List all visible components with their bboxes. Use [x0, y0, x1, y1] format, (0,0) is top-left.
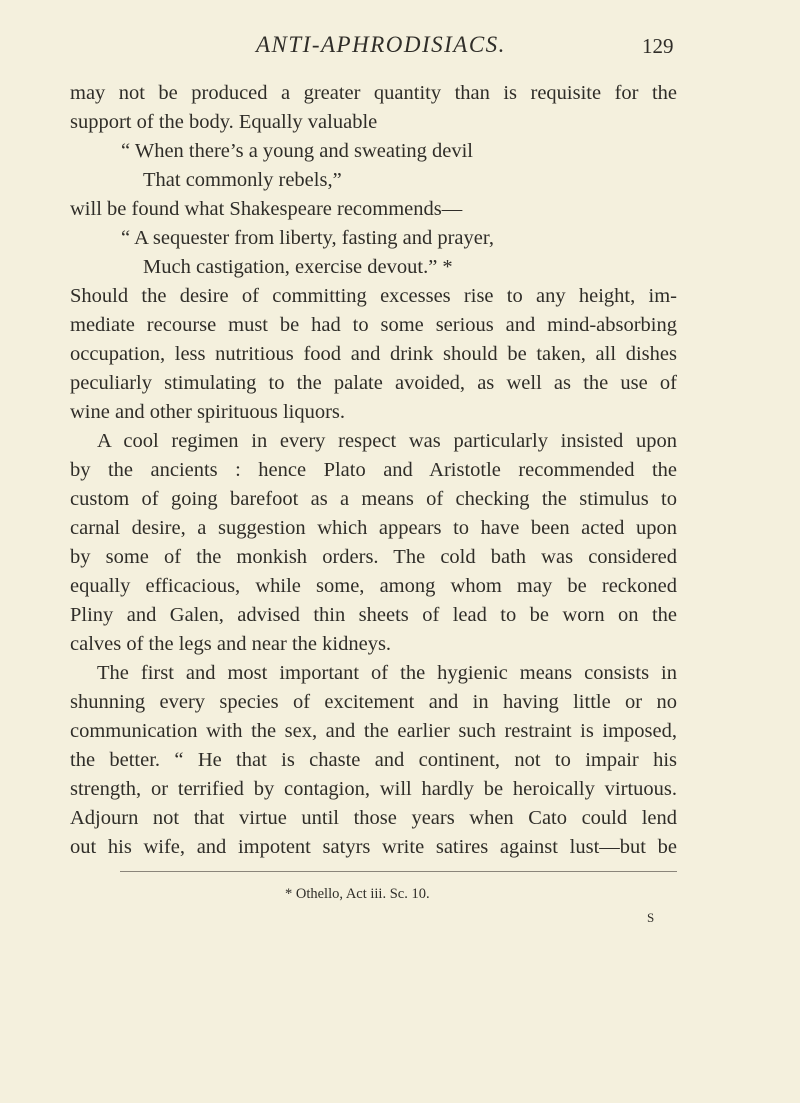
- page-number: 129: [642, 34, 674, 58]
- text-line: equally efficacious, while some, among whom may be reckoned: [70, 575, 677, 597]
- text-line: strength, or terrified by contagion, will hardly be heroically virtuous.: [70, 778, 677, 800]
- running-head-title: ANTI-APHRODISIACS.: [256, 32, 506, 57]
- text-line: wine and other spirituous liquors.: [70, 401, 346, 423]
- text-line: peculiarly stimulating to the palate avoided, as well as the use of: [70, 372, 677, 394]
- verse-line: That commonly rebels,”: [143, 169, 342, 191]
- text-line: mediate recourse must be had to some serious and mind-absorbing: [70, 314, 677, 336]
- signature-mark: S: [647, 910, 655, 925]
- text-line: out his wife, and impotent satyrs write satires against lust—but be: [70, 836, 677, 858]
- text-line: occupation, less nutritious food and drink should be taken, all dishes: [70, 343, 677, 365]
- text-line: carnal desire, a suggestion which appears to have been acted upon: [70, 517, 677, 539]
- text-line: calves of the legs and near the kidneys.: [70, 633, 392, 655]
- verse-line: “ When there’s a young and sweating devil: [121, 140, 474, 162]
- text-line: Adjourn not that virtue until those years when Cato could lend: [70, 807, 677, 829]
- text-line: may not be produced a greater quantity than is requisite for the: [70, 82, 677, 104]
- text-line: will be found what Shakespeare recommends—: [70, 198, 463, 220]
- text-line: by some of the monkish orders. The cold bath was considered: [70, 546, 677, 568]
- text-line: Should the desire of committing excesses rise to any height, im-: [70, 285, 677, 307]
- text-line: by the ancients : hence Plato and Aristotle recommended the: [70, 459, 677, 481]
- text-line: Pliny and Galen, advised thin sheets of lead to be worn on the: [70, 604, 677, 626]
- text-line: the better. “ He that is chaste and continent, not to impair his: [70, 749, 677, 771]
- text-line: support of the body. Equally valuable: [70, 111, 378, 133]
- text-line: custom of going barefoot as a means of checking the stimulus to: [70, 488, 677, 510]
- text-line: shunning every species of excitement and in having little or no: [70, 691, 677, 713]
- verse-line: Much castigation, exercise devout.” *: [143, 256, 453, 278]
- verse-line: “ A sequester from liberty, fasting and prayer,: [121, 227, 494, 249]
- text-line: The first and most important of the hygienic means consists in: [97, 662, 677, 684]
- footnote-rule: [120, 871, 677, 872]
- text-line: A cool regimen in every respect was particularly insisted upon: [97, 430, 677, 452]
- footnote: * Othello, Act iii. Sc. 10.: [285, 886, 430, 902]
- text-line: communication with the sex, and the earlier such restraint is imposed,: [70, 720, 677, 742]
